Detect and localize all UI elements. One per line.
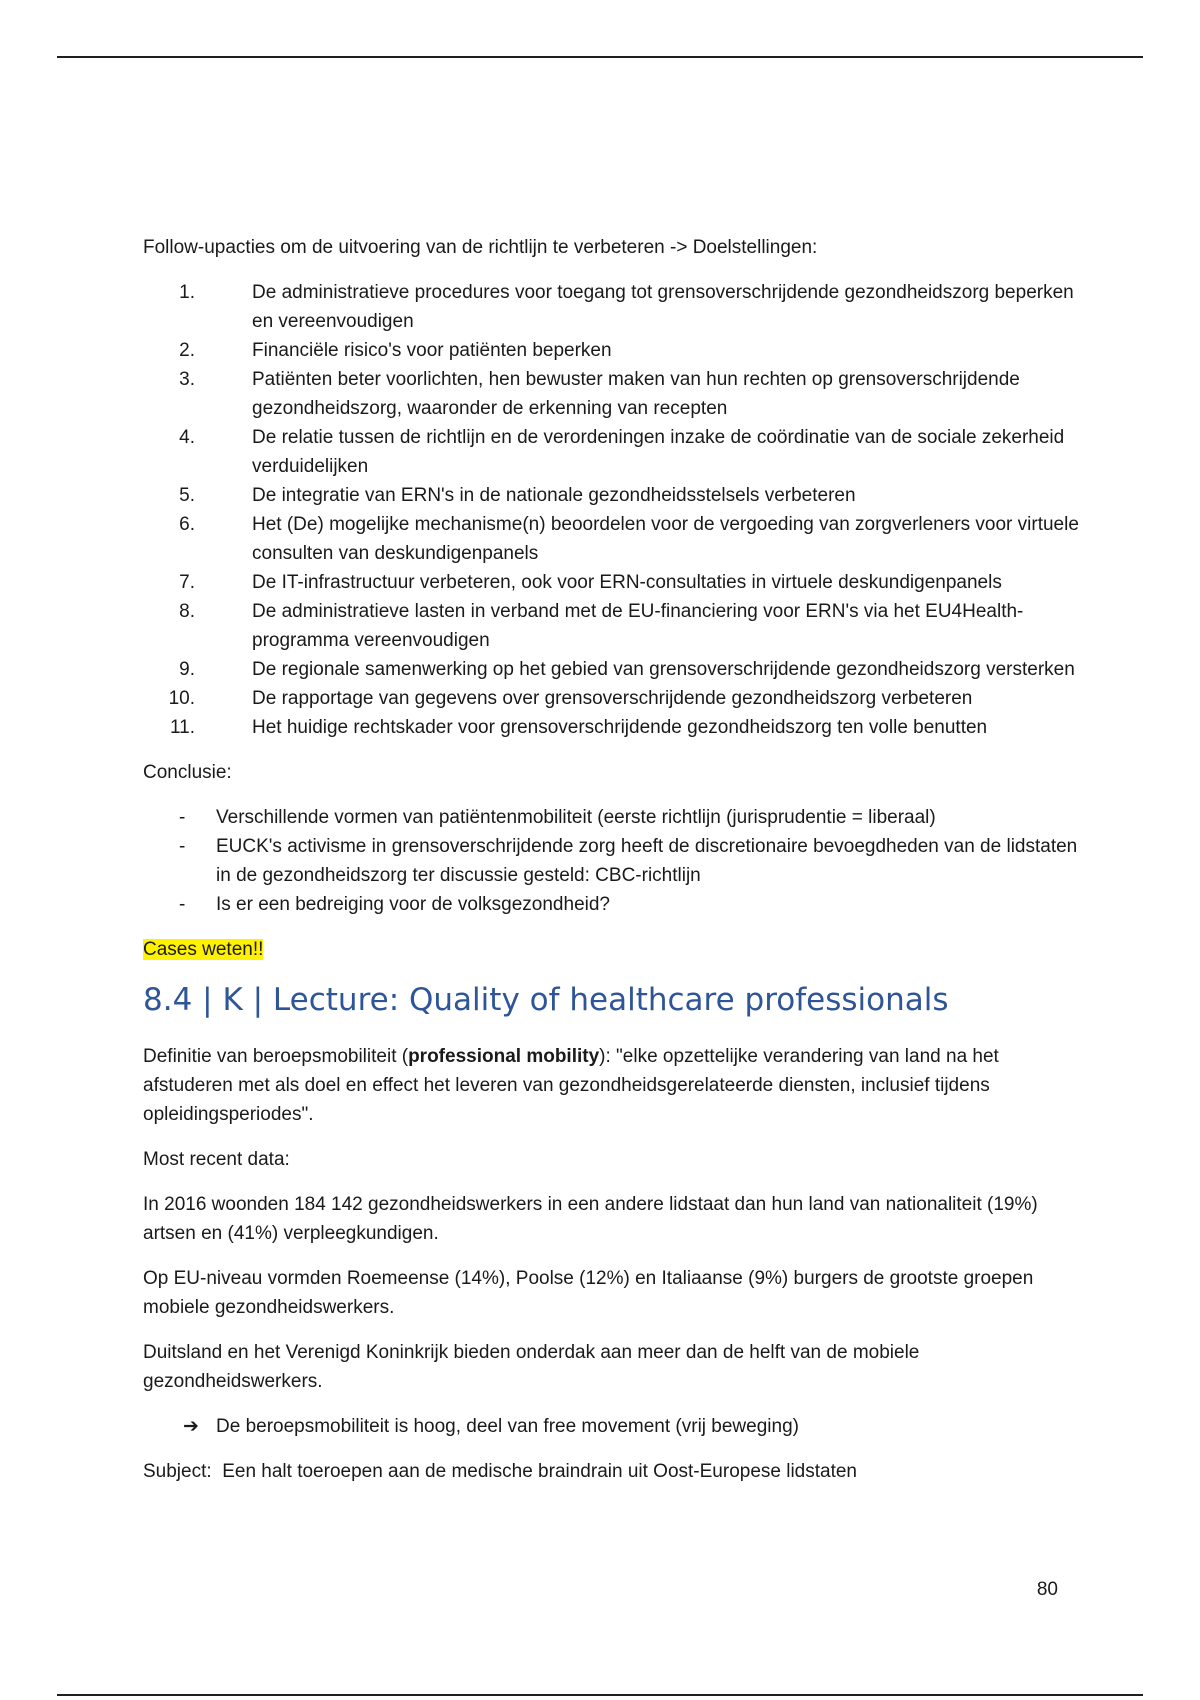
goal-text: Het (De) mogelijke mechanisme(n) beoordelen voor de vergoeding van zorgverleners voor virtuele consulten van deskundigenpanels [252,514,1079,564]
page-number: 80 [1036,1579,1058,1600]
conclusion-item [143,803,1083,832]
subject-line: Subject: Een halt toeroepen aan de medische braindrain uit Oost-Europese lidstaten [143,1461,858,1482]
footer-rule [57,1694,1143,1696]
goal-number: 6. [179,514,195,535]
conclusion-list [143,803,1083,919]
goal-text: De relatie tussen de richtlijn en de verordeningen inzake de coördinatie van de sociale zekerheid verduidelijken [252,427,1065,477]
paragraph: In 2016 woonden 184 142 gezondheidswerkers in een andere lidstaat dan hun land van nationaliteit (19%) artsen en (41%) verpleegkundigen. [143,1194,1038,1244]
goal-item [143,597,1083,655]
goal-number: 10. [168,688,195,709]
goal-text: Patiënten beter voorlichten, hen bewuster maken van hun rechten op grensoverschrijdende gezondheidszorg, waaronder de erkenning van recepten [252,369,1020,419]
goal-text: De administratieve lasten in verband met de EU-financiering voor ERN's via het EU4Health-programma vereenvoudigen [252,601,1024,651]
goal-number: 2. [179,340,195,361]
goal-item [143,655,1083,684]
goal-text: De regionale samenwerking op het gebied van grensoverschrijdende gezondheidszorg versterken [252,659,1075,680]
goal-item [143,713,1083,742]
goal-item [143,568,1083,597]
page-content [143,233,1083,1486]
goal-text: Financiële risico's voor patiënten beperken [252,340,612,361]
highlight-note: Cases weten!! [143,939,264,960]
highlight-note-line [143,935,1083,964]
dash-bullet: - [179,836,186,857]
definition-paragraph [143,1042,1083,1129]
arrow-bullet [143,1412,1083,1441]
dash-bullet: - [179,807,186,828]
goal-number: 11. [169,717,195,738]
arrow-right-icon: ➔ [183,1416,199,1437]
goal-number: 9. [179,659,195,680]
section-heading: 8.4 | K | Lecture: Quality of healthcare professionals [143,982,949,1018]
goal-item [143,481,1083,510]
goal-item [143,278,1083,336]
goal-number: 7. [179,572,195,593]
recent-data-label: Most recent data: [143,1149,290,1170]
conclusion-label: Conclusie: [143,762,232,783]
goal-text: Het huidige rechtskader voor grensoverschrijdende gezondheidszorg ten volle benutten [252,717,988,738]
conclusion-item [143,890,1083,919]
dash-bullet: - [179,894,186,915]
goal-number: 1. [179,282,195,303]
conclusion-text: Verschillende vormen van patiëntenmobiliteit (eerste richtlijn (jurisprudentie = liberaal) [216,807,936,828]
conclusion-text: Is er een bedreiging voor de volksgezondheid? [216,894,610,915]
definition-term: professional mobility [408,1046,600,1067]
goals-list [143,278,1083,742]
goal-number: 5. [179,485,195,506]
definition-before: Definitie van beroepsmobiliteit ( [143,1046,409,1067]
goal-item [143,423,1083,481]
goal-item [143,336,1083,365]
header-rule [57,56,1143,58]
intro-text: Follow-upacties om de uitvoering van de richtlijn te verbeteren -> Doelstellingen: [143,237,818,258]
goal-item [143,365,1083,423]
conclusion-item [143,832,1083,890]
goal-item [143,510,1083,568]
paragraph: Duitsland en het Verenigd Koninkrijk bieden onderdak aan meer dan de helft van de mobiele gezondheidswerkers. [143,1342,920,1392]
arrow-bullet-text: De beroepsmobiliteit is hoog, deel van free movement (vrij beweging) [216,1416,799,1437]
goal-number: 8. [179,601,195,622]
goal-number: 4. [179,427,195,448]
goal-item [143,684,1083,713]
goal-text: De integratie van ERN's in de nationale gezondheidsstelsels verbeteren [252,485,856,506]
goal-text: De IT-infrastructuur verbeteren, ook voor ERN-consultaties in virtuele deskundigenpanels [252,572,1002,593]
goal-text: De rapportage van gegevens over grensoverschrijdende gezondheidszorg verbeteren [252,688,973,709]
paragraph: Op EU-niveau vormden Roemeense (14%), Poolse (12%) en Italiaanse (9%) burgers de grootste groepen mobiele gezondheidswerkers. [143,1268,1034,1318]
goal-number: 3. [179,369,195,390]
goal-text: De administratieve procedures voor toegang tot grensoverschrijdende gezondheidszorg beperken en vereenvoudigen [252,282,1074,332]
conclusion-text: EUCK's activisme in grensoverschrijdende zorg heeft de discretionaire bevoegdheden van de lidstaten in de gezondheidszorg ter discussie gesteld: CBC-richtlijn [216,836,1078,886]
definition-after: ): "elke opzettelijke verandering van land na het afstuderen met als doel en effect het leveren van gezondheidsgerelateerde diensten, inclusief tijdens opleidingsperiodes". [143,1046,999,1125]
